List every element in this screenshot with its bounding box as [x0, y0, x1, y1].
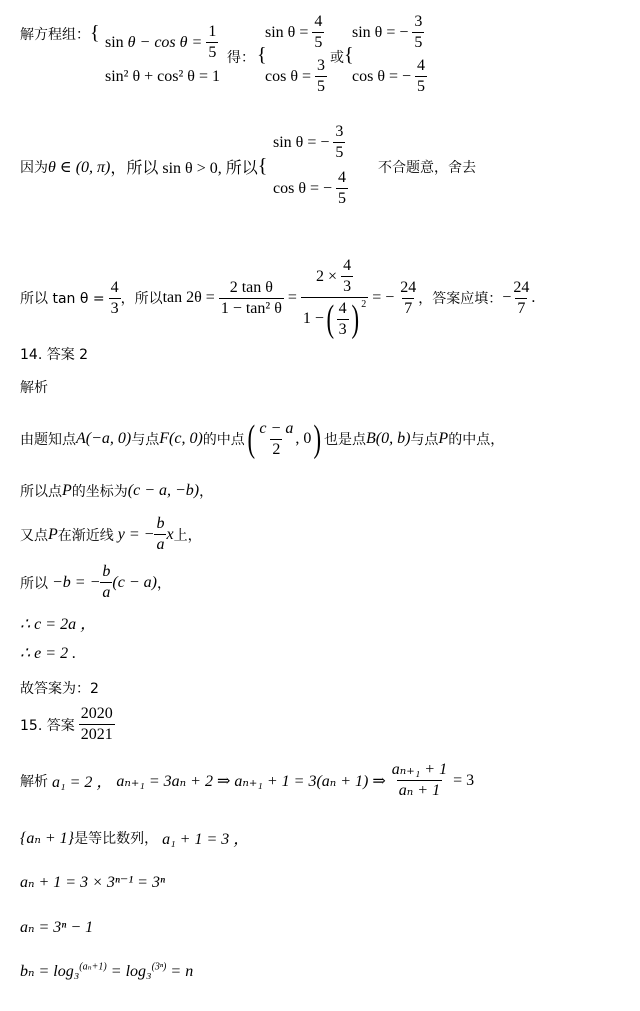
p14-line2: 所以点 P 的坐标为 (c − a, −b) ，	[20, 482, 214, 500]
left-brace-4: {	[257, 155, 268, 177]
fraction-1-5: $\frac{1}{5}$	[208, 23, 217, 61]
p14-analysis: 解析	[20, 380, 48, 396]
fraction-24-7: $\frac{24}{7}$	[400, 278, 417, 317]
theta-interval: θ ∈ (0, π)	[48, 158, 111, 176]
sol1-cos: cos θ = $\frac{3}{5}$	[265, 57, 326, 95]
p15-bn: bₙ = log₃$^{(a_n+1)}$ = log₃$^{(3^n)}$ = n	[20, 961, 194, 980]
reject-cos: cos θ = − $\frac{4}{5}$	[273, 169, 347, 207]
fraction-big: 2 × $\frac{4}{3}$ 1 − ( $\frac{4}{3}$ ) $^2$	[302, 257, 367, 340]
because-line: 因为 θ ∈ (0, π) ，所以 sin θ > 0, 所以 {	[20, 155, 268, 177]
p14-final: 故答案为：2	[20, 681, 99, 697]
p15-heading: 15. 答案 $\frac{2020}{2021}$	[20, 705, 113, 743]
fraction-24-7-answer: $\frac{24}{7}$	[513, 278, 530, 317]
p14-line3: 又点 P 在渐近线 y = − $\frac{b}{a}$ x 上，	[20, 515, 202, 553]
sol1-sin: sin θ = $\frac{4}{5}$	[265, 13, 323, 51]
fraction-4-3: $\frac{4}{3}$	[110, 278, 119, 317]
p14-line4: 所以 −b = − $\frac{b}{a}$ (c − a) ，	[20, 563, 171, 601]
p14-line6: ∴ e = 2 .	[20, 645, 77, 662]
reject-sin: sin θ = − $\frac{3}{5}$	[273, 123, 344, 161]
p14-line5: ∴ c = 2a ，	[20, 616, 97, 633]
sol2-sin: sin θ = − $\frac{3}{5}$	[352, 13, 423, 51]
solve-system-line	[20, 22, 100, 45]
left-brace-2: {	[257, 44, 267, 66]
p14-heading: 14. 答案 2	[20, 347, 89, 363]
or-label: 或	[330, 50, 344, 66]
p15-an: aₙ = 3ⁿ − 1	[20, 919, 94, 936]
sol2-cos: cos θ = − $\frac{4}{5}$	[352, 57, 426, 95]
fraction-2tan: $\frac{\text{2 tan θ}}{\text{1 − tan² θ}}$	[220, 278, 282, 317]
system-eq2: sin² θ + cos² θ = 1	[105, 68, 220, 85]
left-brace-3: {	[344, 44, 354, 66]
p14-line1: 由题知点 A(−a, 0) 与点 F(c, 0) 的中点 ( $\frac{c - a}{2}$ , 0 ) 也是点 B(0, b) 与点 P 的中点，	[20, 418, 505, 460]
solve-label: 解方程组：	[20, 26, 90, 43]
tan-line: 所以 tan θ = $\frac{4}{3}$ ，所以 tan 2θ = $\frac{\text{2 tan θ}}{\text{1 − tan² θ}}$ = 2 × $\frac{4}{3}$ 1 − ( $\frac{4}{3}$ ) $^2$ = − $\frac{24}{7}$ ，答案应填： − $\frac{24}{7}$ .	[20, 257, 536, 340]
get-label: 得：	[227, 50, 255, 66]
system-eq1: sin θ − cos θ = $\frac{1}{5}$	[105, 23, 217, 61]
left-brace: {	[90, 22, 100, 44]
p15-recurrence-line: 解析 a₁ = 2 ， aₙ₊₁ = 3aₙ + 2 ⇒ aₙ₊₁ + 1 = 3(aₙ + 1) ⇒ $\frac{\text{aₙ₊₁ + 1}}{\text{aₙ + 1}}$ = 3	[20, 761, 475, 799]
p15-an-plus-one: aₙ + 1 = 3 × 3ⁿ⁻¹ = 3ⁿ	[20, 874, 165, 891]
reject-text: 不合题意，舍去	[378, 160, 476, 176]
p15-geometric-line: {aₙ + 1} 是等比数列， a₁ + 1 = 3 ，	[20, 829, 250, 848]
fraction-2020-2021: $\frac{2020}{2021}$	[80, 705, 113, 743]
